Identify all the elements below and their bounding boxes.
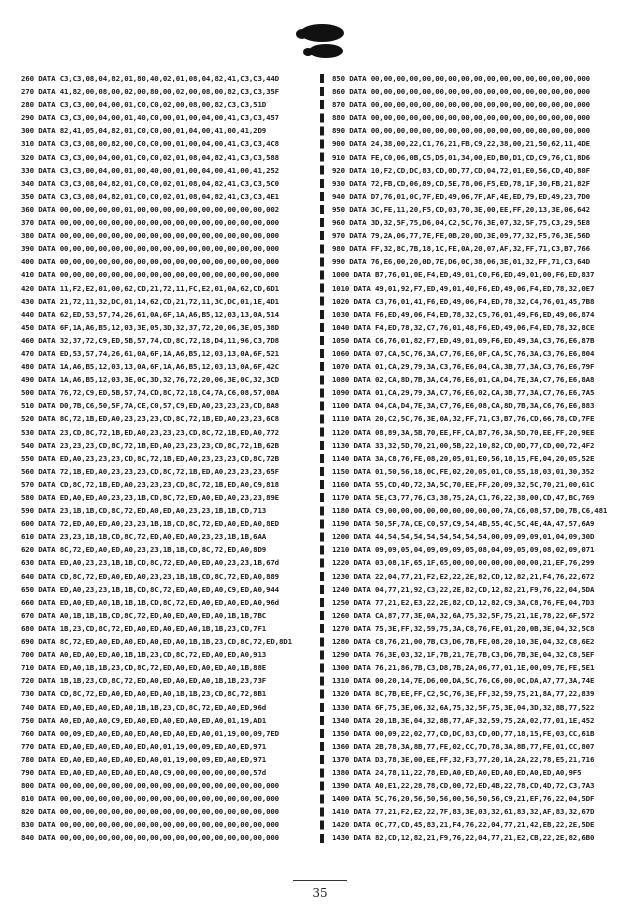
- data-line: 790 DATA ED,A0,ED,A0,ED,A0,ED,A0,C9,00,00,00,00,00,00,57d: [21, 767, 267, 777]
- data-line: 730 DATA CD,8C,72,ED,A0,ED,A0,ED,A0,1B,1B,23,CD,8C,72,8B1: [21, 689, 267, 699]
- data-line: 1300 DATA 76,21,86,7B,C3,D8,7B,2A,06,77,01,1E,00,09,7E,FE,5E1: [332, 663, 595, 673]
- data-line: 660 DATA ED,A0,ED,A0,1B,1B,1B,CD,8C,72,ED,A0,ED,A0,ED,A0,96d: [21, 597, 279, 607]
- data-line: 320 DATA C3,C3,00,04,00,01,C0,C0,02,01,08,04,82,41,C3,C3,588: [21, 152, 279, 162]
- data-line: 420 DATA 11,F2,E2,01,00,62,CD,21,72,11,FC,E2,01,0A,62,CD,6D1: [21, 283, 279, 293]
- ink-blot-logo-icon: [288, 22, 352, 60]
- data-line: 630 DATA ED,A0,23,23,1B,1B,CD,8C,72,ED,A0,ED,A0,23,23,1B,67d: [21, 558, 279, 568]
- data-line: 1280 DATA C8,76,21,00,7B,C3,D6,7B,FE,08,20,10,3E,04,32,C8,6E2: [332, 637, 595, 647]
- data-line: 920 DATA 10,F2,CD,DC,83,CD,0D,77,CD,04,72,01,E0,56,CD,4D,80F: [332, 165, 590, 175]
- data-line: 590 DATA 23,1B,1B,CD,8C,72,ED,A0,ED,A0,23,23,1B,1B,CD,713: [21, 506, 267, 516]
- data-line: 1180 DATA C9,00,00,00,00,00,00,00,00,00,7A,C6,08,57,D0,7B,C6,481: [332, 506, 608, 516]
- data-line: 1110 DATA 20,C2,5C,76,3E,0A,32,FF,71,C3,B7,76,CD,66,78,CD,7FE: [332, 414, 595, 424]
- data-line: 300 DATA 82,41,05,04,82,01,C0,C0,00,01,04,00,41,00,41,2D9: [21, 126, 267, 136]
- data-line: 1260 DATA CA,87,77,3E,0A,32,6A,75,32,5F,75,21,1E,78,22,6F,572: [332, 610, 595, 620]
- data-line: 260 DATA C3,C3,08,04,82,01,80,40,02,01,08,04,82,41,C3,C3,44D: [21, 74, 279, 83]
- data-line: 450 DATA 6F,1A,A6,B5,12,03,3E,05,3D,32,37,72,20,06,3E,05,38D: [21, 322, 279, 332]
- data-line: 890 DATA 00,00,00,00,00,00,00,00,00,00,00,00,00,00,00,00,000: [332, 126, 590, 136]
- data-line: 1400 DATA 5C,76,20,56,50,56,00,56,50,56,C9,21,EF,76,22,04,5DF: [332, 794, 595, 804]
- data-line: 600 DATA 72,ED,A0,ED,A0,23,23,1B,1B,CD,8C,72,ED,A0,ED,A0,8ED: [21, 519, 279, 529]
- data-line: 1030 DATA F6,ED,49,06,F4,ED,78,32,C5,76,01,49,F6,ED,49,06,874: [332, 309, 595, 319]
- data-line: 390 DATA 00,00,00,00,00,00,00,00,00,00,00,00,00,00,00,00,000: [21, 244, 279, 254]
- data-line: 950 DATA 3C,FE,11,20,F5,CD,03,70,3E,00,EE,FF,20,13,3E,06,642: [332, 204, 590, 214]
- data-line: 1380 DATA 24,78,11,22,78,ED,A0,ED,A0,ED,A0,ED,A0,ED,A0,9F5: [332, 767, 582, 777]
- data-line: 810 DATA 00,00,00,00,00,00,00,00,00,00,00,00,00,00,00,00,000: [21, 794, 279, 804]
- data-line: 1240 DATA 04,77,21,92,C3,22,2E,82,CD,12,82,21,F9,76,22,04,5DA: [332, 584, 595, 594]
- data-line: 370 DATA 00,00,00,00,00,00,00,00,00,00,00,00,00,00,00,00,000: [21, 218, 279, 228]
- data-line: 1290 DATA 76,3E,03,32,1F,7B,21,7E,7B,C3,D6,7B,3E,04,32,C8,5EF: [332, 650, 595, 660]
- data-line: 1170 DATA 5E,C3,77,76,C3,38,75,2A,C1,76,22,38,00,CD,47,BC,769: [332, 493, 595, 502]
- data-line: 940 DATA D7,76,01,0C,7F,ED,49,06,7F,AF,4E,ED,79,ED,49,23,7D0: [332, 191, 590, 201]
- data-line: 540 DATA 23,23,23,CD,8C,72,1B,ED,A0,23,23,23,CD,8C,72,1B,62B: [21, 440, 279, 450]
- left-column-listing: [21, 72, 311, 845]
- data-line: 400 DATA 00,00,00,00,00,00,00,00,00,00,00,00,00,00,00,00,000: [21, 257, 279, 267]
- data-line: 990 DATA 76,E6,00,20,0D,7E,D6,0C,38,06,3E,01,32,FF,71,C3,64D: [332, 257, 590, 267]
- data-line: 1090 DATA 01,CA,29,79,3A,C7,76,E6,02,CA,3B,77,3A,C7,76,E6,7A5: [332, 388, 595, 398]
- data-line: 480 DATA 1A,A6,B5,12,03,13,0A,6F,1A,A6,B5,12,03,13,0A,6F,42C: [21, 362, 279, 372]
- data-line: 1360 DATA 2B,78,3A,8B,77,FE,02,CC,7D,78,3A,8B,77,FE,01,CC,807: [332, 741, 595, 751]
- data-line: 1060 DATA 07,CA,5C,76,3A,C7,76,E6,0F,CA,5C,76,3A,C3,76,E6,804: [332, 348, 595, 358]
- data-line: 410 DATA 00,00,00,00,00,00,00,00,00,00,00,00,00,00,00,00,000: [21, 270, 279, 280]
- data-line: 470 DATA ED,53,57,74,26,61,0A,6F,1A,A6,B5,12,03,13,0A,6F,521: [21, 348, 279, 358]
- data-line: 1200 DATA 44,54,54,54,54,54,54,54,54,00,09,09,09,01,04,09,30D: [332, 532, 595, 542]
- data-line: 1370 DATA D3,78,3E,00,EE,FF,32,F3,77,20,1A,2A,22,78,E5,21,716: [332, 754, 595, 764]
- data-line: 1100 DATA 04,CA,D4,7E,3A,C7,76,E6,08,CA,8D,7B,3A,C6,76,E6,883: [332, 401, 595, 411]
- data-line: 330 DATA C3,C3,00,04,00,01,00,40,00,01,00,04,00,41,00,41,252: [21, 165, 279, 175]
- data-line: 670 DATA A0,1B,1B,1B,CD,8C,72,ED,A0,ED,A0,ED,A0,1B,1B,7BC: [21, 610, 267, 620]
- data-line: 380 DATA 00,00,00,00,00,00,00,00,00,00,00,00,00,00,00,00,000: [21, 231, 279, 241]
- data-line: 290 DATA C3,C3,00,04,00,01,40,C0,00,01,00,04,00,41,C3,C3,457: [21, 113, 279, 123]
- data-line: 740 DATA ED,A0,ED,A0,ED,A0,1B,1B,23,CD,8C,72,ED,A0,ED,96d: [21, 702, 267, 712]
- data-line: 1160 DATA 55,CD,4D,72,3A,5C,70,EE,FF,20,09,32,5C,70,21,00,61C: [332, 479, 595, 489]
- data-line: 1420 DATA 0C,77,CD,45,83,21,F4,76,22,04,77,21,42,EB,22,2E,5DE: [332, 820, 595, 830]
- data-line: 550 DATA ED,A0,23,23,23,CD,8C,72,1B,ED,A0,23,23,23,CD,8C,72B: [21, 453, 279, 463]
- data-line: 340 DATA C3,C3,08,04,82,01,C0,C0,02,01,08,04,82,41,C3,C3,5C0: [21, 178, 279, 188]
- data-line: 1000 DATA B7,76,01,0E,F4,ED,49,01,C0,F6,ED,49,01,00,F6,ED,837: [332, 270, 595, 280]
- data-line: 770 DATA ED,A0,ED,A0,ED,A0,ED,A0,01,19,00,09,ED,A0,ED,971: [21, 741, 267, 751]
- data-line: 510 DATA D0,7B,C6,50,5F,7A,CE,C0,57,C9,ED,A0,23,23,23,CD,8A8: [21, 401, 279, 411]
- data-line: 700 DATA A0,ED,A0,ED,A0,1B,1B,23,CD,8C,72,ED,A0,ED,A0,913: [21, 650, 267, 660]
- right-column-listing: [332, 72, 627, 845]
- data-line: 530 DATA 23,CD,8C,72,1B,ED,A0,23,23,23,CD,8C,72,1B,ED,A0,772: [21, 427, 279, 437]
- data-line: 1020 DATA C3,76,01,41,F6,ED,49,06,F4,ED,78,32,C4,76,01,45,7B8: [332, 296, 595, 306]
- data-line: 1190 DATA 50,5F,7A,CE,C0,57,C9,54,4B,55,4C,5C,4E,4A,47,57,6A9: [332, 519, 595, 529]
- data-line: 1270 DATA 75,3E,FF,32,59,75,3A,C8,76,FE,01,20,0B,3E,04,32,5C8: [332, 623, 595, 633]
- data-line: 830 DATA 00,00,00,00,00,00,00,00,00,00,00,00,00,00,00,00,000: [21, 820, 279, 830]
- data-line: 1350 DATA 00,09,22,02,77,CD,DC,83,CD,0D,77,18,15,FE,03,CC,61B: [332, 728, 595, 738]
- data-line: 710 DATA ED,A0,1B,1B,23,CD,8C,72,ED,A0,ED,A0,ED,A0,1B,88E: [21, 663, 267, 673]
- data-line: 760 DATA 00,09,ED,A0,ED,A0,ED,A0,ED,A0,ED,A0,01,19,00,09,7ED: [21, 728, 279, 738]
- data-line: 750 DATA A0,ED,A0,A0,C9,ED,A0,ED,A0,ED,A0,ED,A0,01,19,AD1: [21, 715, 267, 725]
- footer-rule: [293, 880, 347, 881]
- data-line: 1150 DATA 01,50,56,18,0C,FE,02,20,05,01,C0,55,18,03,01,30,352: [332, 466, 595, 476]
- data-line: 1320 DATA 8C,7B,EE,FF,C2,5C,76,3E,FF,32,59,75,21,8A,77,22,839: [332, 689, 595, 699]
- data-line: 1310 DATA 00,20,14,7E,D6,00,DA,5C,76,C6,00,0C,DA,A7,77,3A,74E: [332, 676, 595, 686]
- data-line: 360 DATA 00,00,00,00,00,01,00,00,00,00,00,00,00,00,00,00,002: [21, 204, 279, 214]
- data-line: 1120 DATA 08,89,3A,5B,70,EE,FF,CA,B7,76,3A,5D,70,EE,FF,20,9EE: [332, 427, 595, 437]
- data-line: 1040 DATA F4,ED,78,32,C7,76,01,48,F6,ED,49,06,F4,ED,78,32,8CE: [332, 322, 595, 332]
- data-line: 1130 DATA 33,32,5D,70,21,00,5B,22,10,82,CD,0D,77,CD,00,72,4F2: [332, 440, 595, 450]
- data-line: 310 DATA C3,C3,08,00,82,00,C0,C0,00,01,00,04,00,41,C3,C3,4C8: [21, 139, 279, 149]
- data-line: 640 DATA CD,8C,72,ED,A0,ED,A0,23,23,1B,1B,CD,8C,72,ED,A0,889: [21, 571, 279, 581]
- data-line: 270 DATA 41,82,00,08,00,02,00,80,00,02,00,08,00,82,C3,C3,35F: [21, 87, 279, 97]
- data-line: 610 DATA 23,23,1B,1B,CD,8C,72,ED,A0,ED,A0,23,23,1B,1B,6AA: [21, 532, 267, 542]
- data-line: 870 DATA 00,00,00,00,00,00,00,00,00,00,00,00,00,00,00,00,000: [332, 100, 590, 110]
- data-line: 1050 DATA C6,76,01,82,F7,ED,49,01,09,F6,ED,49,3A,C3,76,E6,87B: [332, 335, 595, 345]
- data-line: 1080 DATA 02,CA,8D,7B,3A,C4,76,E6,01,CA,D4,7E,3A,C7,76,E6,8A8: [332, 375, 595, 385]
- data-line: 520 DATA 8C,72,1B,ED,A0,23,23,23,CD,8C,72,1B,ED,A0,23,23,6C8: [21, 414, 279, 424]
- data-line: 350 DATA C3,C3,08,04,82,01,C0,C0,02,01,08,04,82,41,C3,C3,4E1: [21, 191, 279, 201]
- data-line: 1140 DATA 3A,C8,76,FE,08,20,05,01,E0,56,18,15,FE,04,20,05,52E: [332, 453, 595, 463]
- data-line: 460 DATA 32,37,72,C9,ED,5B,57,74,CD,8C,72,18,D4,11,96,C3,7D8: [21, 335, 279, 345]
- data-line: 720 DATA 1B,1B,23,CD,8C,72,ED,A0,ED,A0,ED,A0,1B,1B,23,73F: [21, 676, 267, 686]
- data-line: 910 DATA FE,C0,06,0B,C5,D5,01,34,00,ED,B0,D1,CD,C9,76,C1,8D6: [332, 152, 590, 162]
- data-line: 500 DATA 76,72,C9,ED,5B,57,74,CD,8C,72,18,C4,7A,C6,08,57,08A: [21, 388, 279, 398]
- data-line: 800 DATA 00,00,00,00,00,00,00,00,00,00,00,00,00,00,00,00,000: [21, 781, 279, 791]
- data-line: 820 DATA 00,00,00,00,00,00,00,00,00,00,00,00,00,00,00,00,000: [21, 807, 279, 817]
- data-line: 840 DATA 00,00,00,00,00,00,00,00,00,00,00,00,00,00,00,00,000: [21, 833, 279, 843]
- data-line: 430 DATA 21,72,11,32,DC,01,14,62,CD,21,72,11,3C,DC,01,1E,4D1: [21, 296, 279, 306]
- page-number: 35: [312, 886, 328, 900]
- data-line: 680 DATA 1B,23,CD,8C,72,ED,A0,ED,A0,ED,A0,1B,1B,23,CD,7F1: [21, 623, 267, 633]
- data-line: 560 DATA 72,1B,ED,A0,23,23,23,CD,8C,72,1B,ED,A0,23,23,23,65F: [21, 466, 279, 476]
- data-line: 1210 DATA 09,09,05,04,09,09,09,05,08,04,09,05,09,08,02,09,071: [332, 545, 595, 555]
- data-line: 490 DATA 1A,A6,B5,12,03,3E,0C,3D,32,76,72,20,06,3E,0C,32,3CD: [21, 375, 279, 385]
- data-line: 880 DATA 00,00,00,00,00,00,00,00,00,00,00,00,00,00,00,00,000: [332, 113, 590, 123]
- data-line: 1010 DATA 49,01,92,F7,ED,49,01,40,F6,ED,49,06,F4,ED,78,32,0E7: [332, 283, 595, 293]
- data-line: 980 DATA FF,32,8C,7B,18,1C,FE,0A,20,07,AF,32,FF,71,C3,B7,766: [332, 244, 590, 254]
- data-line: 780 DATA ED,A0,ED,A0,ED,A0,ED,A0,01,19,00,09,ED,A0,ED,971: [21, 754, 267, 764]
- data-line: 850 DATA 00,00,00,00,00,00,00,00,00,00,00,00,00,00,00,00,000: [332, 74, 590, 83]
- data-line: 1430 DATA 82,CD,12,82,21,F9,76,22,04,77,21,E2,CB,22,2E,82,6B0: [332, 833, 595, 843]
- data-line: 650 DATA ED,A0,23,23,1B,1B,CD,8C,72,ED,A0,ED,A0,C9,ED,A0,944: [21, 584, 279, 594]
- data-line: 970 DATA 79,2A,06,77,7E,FE,0B,20,0D,3E,09,77,32,F5,76,3E,56D: [332, 231, 590, 241]
- data-line: 690 DATA 8C,72,ED,A0,ED,A0,ED,A0,ED,A0,1B,1B,23,CD,8C,72,ED,8D1: [21, 637, 292, 647]
- column-separator: [320, 74, 324, 846]
- data-line: 620 DATA 8C,72,ED,A0,ED,A0,23,23,1B,1B,CD,8C,72,ED,A0,8D9: [21, 545, 267, 555]
- data-line: 1250 DATA 77,21,E2,E3,22,2E,82,CD,12,82,C9,3A,C8,76,FE,04,7D3: [332, 597, 595, 607]
- data-line: 1220 DATA 03,08,1F,65,1F,65,00,00,00,00,00,00,00,21,EF,76,299: [332, 558, 595, 568]
- data-line: 860 DATA 00,00,00,00,00,00,00,00,00,00,00,00,00,00,00,00,000: [332, 87, 590, 97]
- data-line: 1340 DATA 20,1B,3E,04,32,8B,77,AF,32,59,75,2A,02,77,01,1E,452: [332, 715, 595, 725]
- data-line: 580 DATA ED,A0,ED,A0,23,23,1B,CD,8C,72,ED,A0,ED,A0,23,23,89E: [21, 493, 279, 502]
- data-line: 900 DATA 24,38,00,22,C1,76,21,FB,C9,22,38,00,21,50,62,11,4DE: [332, 139, 590, 149]
- data-line: 930 DATA 72,FB,CD,06,89,CD,5E,78,06,F5,ED,78,1F,30,FB,21,82F: [332, 178, 590, 188]
- data-line: 1390 DATA A0,E1,22,28,78,CD,00,72,ED,4B,22,78,CD,4D,72,C3,7A3: [332, 781, 595, 791]
- data-line: 570 DATA CD,8C,72,1B,ED,A0,23,23,23,CD,8C,72,1B,ED,A0,C9,818: [21, 479, 279, 489]
- data-line: 1230 DATA 22,04,77,21,F2,E2,22,2E,82,CD,12,82,21,F4,76,22,672: [332, 571, 595, 581]
- data-line: 280 DATA C3,C3,00,04,00,01,C0,C0,02,00,08,00,82,C3,C3,51D: [21, 100, 267, 110]
- data-line: 960 DATA 3D,32,5F,75,D6,04,C2,5C,76,3E,07,32,5F,75,C3,29,5E8: [332, 218, 590, 228]
- data-line: 1070 DATA 01,CA,29,79,3A,C3,76,E6,04,CA,3B,77,3A,C3,76,E6,79F: [332, 362, 595, 372]
- data-line: 440 DATA 62,ED,53,57,74,26,61,0A,6F,1A,A6,B5,12,03,13,0A,514: [21, 309, 279, 319]
- data-line: 1330 DATA 6F,75,3E,06,32,6A,75,32,5F,75,3E,04,3D,32,8B,77,522: [332, 702, 595, 712]
- data-line: 1410 DATA 77,21,F2,E2,22,7F,83,3E,03,32,61,83,32,AF,83,32,67D: [332, 807, 595, 817]
